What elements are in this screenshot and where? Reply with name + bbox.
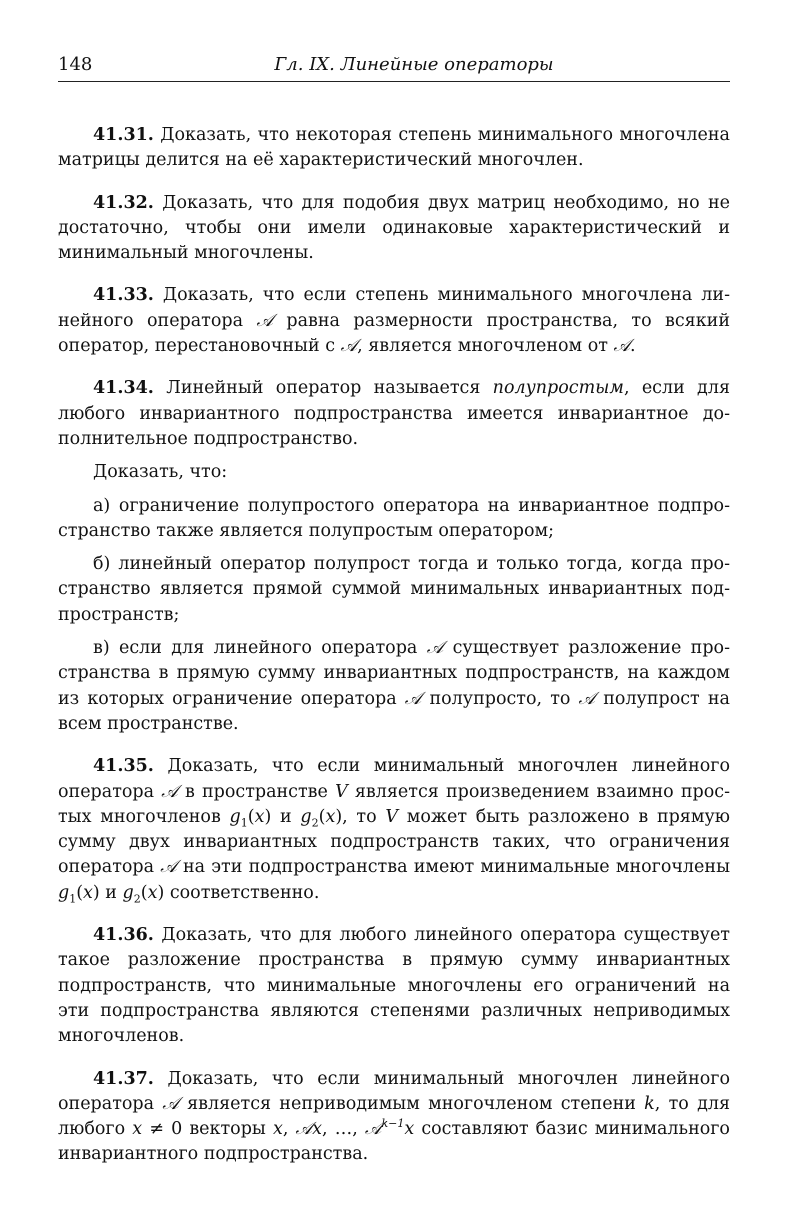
- operator-symbol: 𝒜: [404, 688, 422, 709]
- space-symbol: V: [335, 781, 348, 802]
- problem-text: 41.37. Доказать, что если минимальный многочлен линейного оператора 𝒜 является неприводимым многочленом степени k, то для любого x ≠ 0 векторы x, 𝒜x, …, 𝒜$^{k-1}$x составляют базис минимального инвариантного подпространства.: [58, 1068, 731, 1165]
- problem-number: 41.34.: [93, 378, 154, 399]
- running-title: Гл. IX. Линейные операторы: [274, 54, 554, 75]
- problem-41-33: [58, 283, 730, 359]
- book-page: [58, 0, 730, 1185]
- problem-item-a: а) ограничение полупростого оператора на инвариантное подпространство также является полупростым оператором;: [58, 495, 730, 541]
- defined-term: полупростым: [492, 378, 624, 399]
- page-number: 148: [58, 54, 93, 75]
- problem-number: 41.37.: [93, 1068, 154, 1089]
- problem-item-b: б) линейный оператор полупрост тогда и только тогда, когда пространство является прямой суммой минимальных инвариантных подпространств;: [58, 554, 730, 625]
- problem-text: 41.35. Доказать, что если минимальный многочлен линейного оператора 𝒜 в пространстве V является произведением взаимно простых многочленов $g_1(x)$ и $g_2(x)$, то V может быть разложено в прямую сумму двух инвариантных подпространств таких, что ограничения оператора 𝒜 на эти подпространства имеют минимальные многочлены $g_1(x)$ и $g_2(x)$ соответственно.: [58, 756, 731, 906]
- problem-41-36: [58, 923, 730, 1049]
- problem-number: 41.33.: [93, 285, 154, 306]
- problem-41-31: [58, 123, 730, 174]
- page-content: [58, 123, 730, 1168]
- problem-text: 41.33. Доказать, что если степень минимального многочлена линейного оператора 𝒜 равна размерности пространства, то всякий оператор, перестановочный с 𝒜, является многочленом от 𝒜.: [58, 285, 730, 357]
- operator-symbol: 𝒜: [426, 638, 444, 659]
- operator-symbol: 𝒜: [340, 336, 358, 357]
- problem-41-37: [58, 1067, 730, 1168]
- operator-symbol: 𝒜: [162, 1093, 179, 1114]
- space-symbol: V: [385, 806, 399, 827]
- page-header: [58, 0, 730, 82]
- problem-intro: Доказать, что:: [93, 462, 228, 483]
- problem-41-35: [58, 754, 730, 906]
- problem-text: 41.36. Доказать, что для любого линейного оператора существует такое разложение пространства в прямую сумму инвариантных подпространств, что минимальные многочлены его ограничений на эти подпространства являются степенями различных неприводимых многочленов.: [58, 925, 730, 1047]
- problem-number: 41.32.: [93, 192, 154, 213]
- operator-symbol: 𝒜: [256, 310, 273, 331]
- operator-symbol: 𝒜: [161, 781, 178, 802]
- problem-number: 41.31.: [93, 125, 154, 145]
- operator-symbol: 𝒜: [613, 336, 631, 357]
- problem-number: 41.36.: [93, 925, 154, 946]
- problem-text: 41.32. Доказать, что для подобия двух матриц необходимо, но не достаточно, чтобы они имели одинаковые характеристический и минимальный многочлены.: [58, 192, 730, 264]
- problem-41-34: [58, 376, 730, 737]
- problem-text: 41.34. Линейный оператор называется полупростым, если для любого инвариантного подпространства имеется инвариантное дополнительное подпространство.: [58, 378, 730, 449]
- operator-symbol: 𝒜: [160, 857, 177, 878]
- problem-item-c: в) если для линейного оператора 𝒜 существует разложение пространства в прямую сумму инвариантных подпространств, на каждом из которых ограничение оператора 𝒜 полупросто, то 𝒜 полупрост на всем пространстве.: [58, 638, 730, 734]
- problem-number: 41.35.: [93, 756, 154, 777]
- operator-symbol: 𝒜: [578, 688, 596, 709]
- problem-41-32: [58, 191, 730, 267]
- problem-text: 41.31. Доказать, что некоторая степень минимального многочлена матрицы делится на её характеристический многочлен.: [58, 125, 730, 171]
